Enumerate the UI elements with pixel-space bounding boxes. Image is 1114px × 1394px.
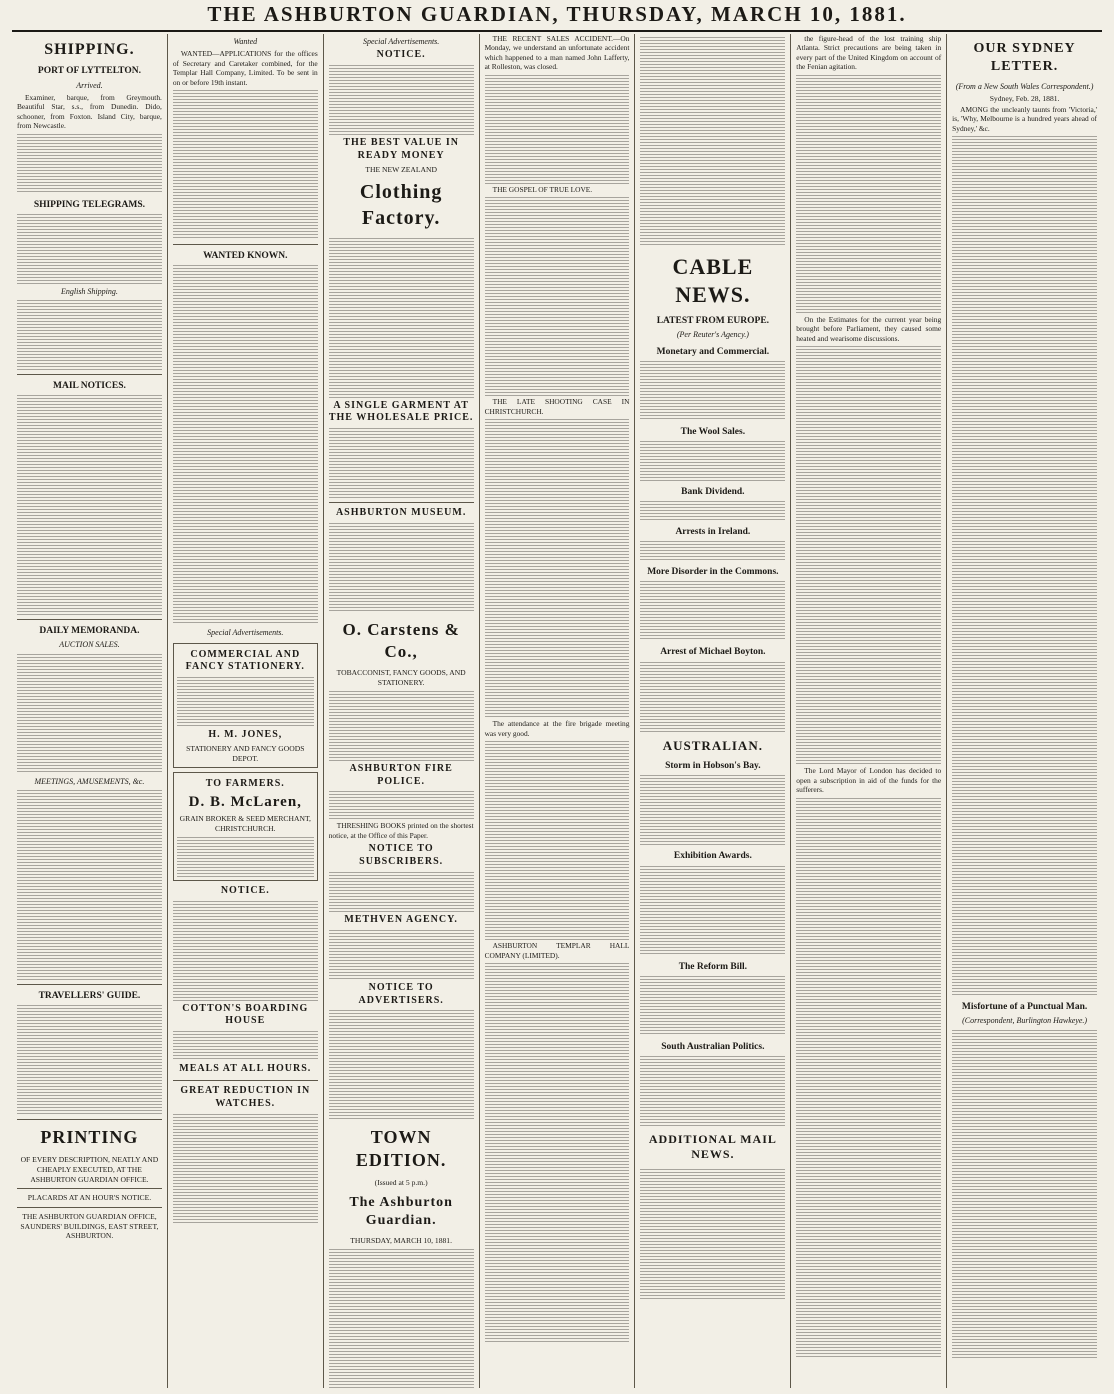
wanted-known-heading: WANTED KNOWN.	[203, 251, 288, 262]
travellers-heading: TRAVELLERS' GUIDE.	[38, 990, 141, 1001]
special-ads-heading: Special Advertisements.	[207, 628, 284, 638]
advertisers-title: NOTICE TO ADVERTISERS.	[358, 981, 444, 1006]
auction-heading: AUCTION SALES.	[59, 640, 120, 650]
farmers-title: TO FARMERS.	[205, 778, 285, 790]
telegrams-heading: SHIPPING TELEGRAMS.	[33, 199, 146, 210]
office-address: THE ASHBURTON GUARDIAN OFFICE, SAUNDERS' BUILDINGS, EAST STREET, ASHBURTON.	[20, 1211, 159, 1241]
town-sub: (Issued at 5 p.m.)	[374, 1178, 428, 1188]
boyton-heading: Arrest of Michael Boyton.	[660, 647, 766, 658]
printing-sub: OF EVERY DESCRIPTION, NEATLY AND CHEAPLY EXECUTED, AT THE ASHBURTON GUARDIAN OFFICE.	[20, 1155, 159, 1184]
meetings-heading: MEETINGS, AMUSEMENTS, &c.	[34, 776, 145, 786]
column-7	[946, 34, 1102, 1388]
placards-text: PLACARDS AT AN HOUR'S NOTICE.	[27, 1193, 152, 1203]
misfortune-heading: Misfortune of a Punctual Man.	[961, 1002, 1088, 1013]
fire-police-title: ASHBURTON FIRE POLICE.	[349, 762, 453, 787]
wanted-heading: Wanted	[233, 37, 258, 46]
letter-sub: (From a New South Wales Correspondent.)	[955, 81, 1094, 91]
mclaren-sub: GRAIN BROKER & SEED MERCHANT, CHRISTCHURCH.	[179, 814, 311, 834]
commons-heading: More Disorder in the Commons.	[647, 567, 779, 578]
masthead-title: THE ASHBURTON GUARDIAN, THURSDAY, MARCH 10, 1881.	[207, 2, 907, 26]
mclaren-title: D. B. McLaren,	[188, 794, 302, 811]
reuter-label: (Per Reuter's Agency.)	[676, 330, 749, 340]
reduction-title: GREAT REDUCTION IN WATCHES.	[180, 1084, 311, 1109]
page-columns	[12, 34, 1102, 1388]
wool-heading: The Wool Sales.	[680, 426, 746, 437]
date-line: THURSDAY, MARCH 10, 1881.	[350, 1235, 452, 1245]
printing-heading: PRINTING	[40, 1127, 139, 1148]
column-3	[323, 34, 479, 1388]
subscribers-title: NOTICE TO SUBSCRIBERS.	[359, 843, 444, 868]
correspondent-line: (Correspondent, Burlington Hawkeye.)	[962, 1016, 1088, 1026]
shipping-heading: SHIPPING.	[44, 41, 135, 58]
monetary-heading: Monetary and Commercial.	[656, 346, 770, 357]
col6-text-3: The Lord Mayor of London has decided to open a subscription in aid of the funds for the sufferers.	[796, 766, 942, 795]
storm-heading: Storm in Hobson's Bay.	[665, 761, 761, 772]
additional-heading: ADDITIONAL MAIL NEWS.	[648, 1131, 777, 1162]
letter-text: AMONG the uncleanly taunts from 'Victoria,' is, 'Why, Melbourne is a hundred years ahead of Sydney,' &c.	[952, 104, 1098, 133]
guardian-title: The Ashburton Guardian.	[349, 1195, 453, 1229]
port-heading: PORT OF LYTTELTON.	[37, 66, 141, 77]
column-1	[12, 34, 167, 1388]
sa-heading: South Australian Politics.	[661, 1041, 765, 1052]
cottons-title: COTTON'S BOARDING HOUSE	[182, 1002, 309, 1027]
carstens-title: O. Carstens & Co.,	[342, 619, 460, 661]
jones-title: H. M. JONES,	[208, 729, 283, 741]
reform-heading: The Reform Bill.	[678, 961, 748, 972]
jones-sub: STATIONERY AND FANCY GOODS DEPOT.	[186, 743, 305, 763]
letter-date: Sydney, Feb. 28, 1881.	[989, 94, 1060, 104]
notice-title: NOTICE.	[220, 884, 270, 896]
carstens-sub: TOBACCONIST, FANCY GOODS, AND STATIONERY.	[336, 668, 466, 688]
stationery-title: COMMERCIAL AND FANCY STATIONERY.	[185, 648, 305, 673]
daily-heading: DAILY MEMORANDA.	[39, 626, 140, 637]
arrests-heading: Arrests in Ireland.	[675, 527, 751, 538]
museum-title: ASHBURTON MUSEUM.	[335, 507, 467, 519]
wanted-ad-1: WANTED—APPLICATIONS for the offices of Secretary and Caretaker combined, for the Templar Hall Company, Limited. To be sent in on or before 19th instant.	[172, 49, 318, 87]
cable-heading: CABLE NEWS.	[672, 254, 754, 308]
masthead-rule	[12, 30, 1102, 32]
best-value: THE BEST VALUE IN READY MONEY	[343, 137, 459, 161]
col6-text-2: On the Estimates for the current year being brought before Parliament, they caused some heated and wearisome discussions.	[796, 314, 942, 343]
meals-title: MEALS AT ALL HOURS.	[179, 1063, 312, 1075]
nz-label: THE NEW ZEALAND	[365, 164, 437, 174]
methven-title: METHVEN AGENCY.	[344, 913, 458, 925]
arrived-heading: Arrived.	[76, 80, 103, 90]
shooting-heading: THE LATE SHOOTING CASE IN CHRISTCHURCH.	[484, 397, 630, 416]
templar-heading: ASHBURTON TEMPLAR HALL COMPANY (LIMITED).	[484, 941, 630, 960]
special-heading: Special Advertisements.	[363, 37, 440, 46]
english-heading: English Shipping.	[60, 286, 118, 296]
exhibition-heading: Exhibition Awards.	[673, 851, 752, 862]
letter-heading: OUR SYDNEY LETTER.	[973, 41, 1076, 74]
australian-heading: AUSTRALIAN.	[662, 737, 763, 753]
col6-text-1: the figure-head of the lost training ship Atlanta. Strict precautions are being taken in every part of the United Kingdom on account of the Fenian agitation.	[796, 34, 942, 72]
clothing-title: Clothing Factory.	[359, 181, 443, 229]
stationery-ad	[173, 643, 318, 769]
town-edition: TOWN EDITION.	[355, 1127, 447, 1171]
column-4	[479, 34, 635, 1388]
column-2	[167, 34, 323, 1388]
single-garment: A SINGLE GARMENT AT THE WHOLESALE PRICE.	[328, 399, 474, 424]
farmers-ad	[173, 772, 318, 880]
fire-text: The attendance at the fire brigade meeting was very good.	[484, 719, 630, 738]
threshing-text: THRESHING BOOKS printed on the shortest notice, at the Office of this Paper.	[328, 821, 474, 840]
mail-heading: MAIL NOTICES.	[53, 381, 126, 392]
bank-heading: Bank Dividend.	[681, 487, 745, 498]
notice-heading: NOTICE.	[376, 49, 426, 61]
gospel-heading: THE GOSPEL OF TRUE LOVE.	[492, 184, 593, 194]
latest-heading: LATEST FROM EUROPE.	[656, 316, 770, 327]
column-6	[790, 34, 946, 1388]
accident-text: THE RECENT SALES ACCIDENT.—On Monday, we understand an unfortunate accident which happened to a man named John Lafferty, at Rolleston, was closed.	[484, 34, 630, 72]
arrived-text: Examiner, barque, from Greymouth. Beautiful Star, s.s., from Dunedin. Dido, schooner, from Foxton. Island City, barque, from Newcastle.	[17, 92, 162, 131]
column-5	[634, 34, 790, 1388]
